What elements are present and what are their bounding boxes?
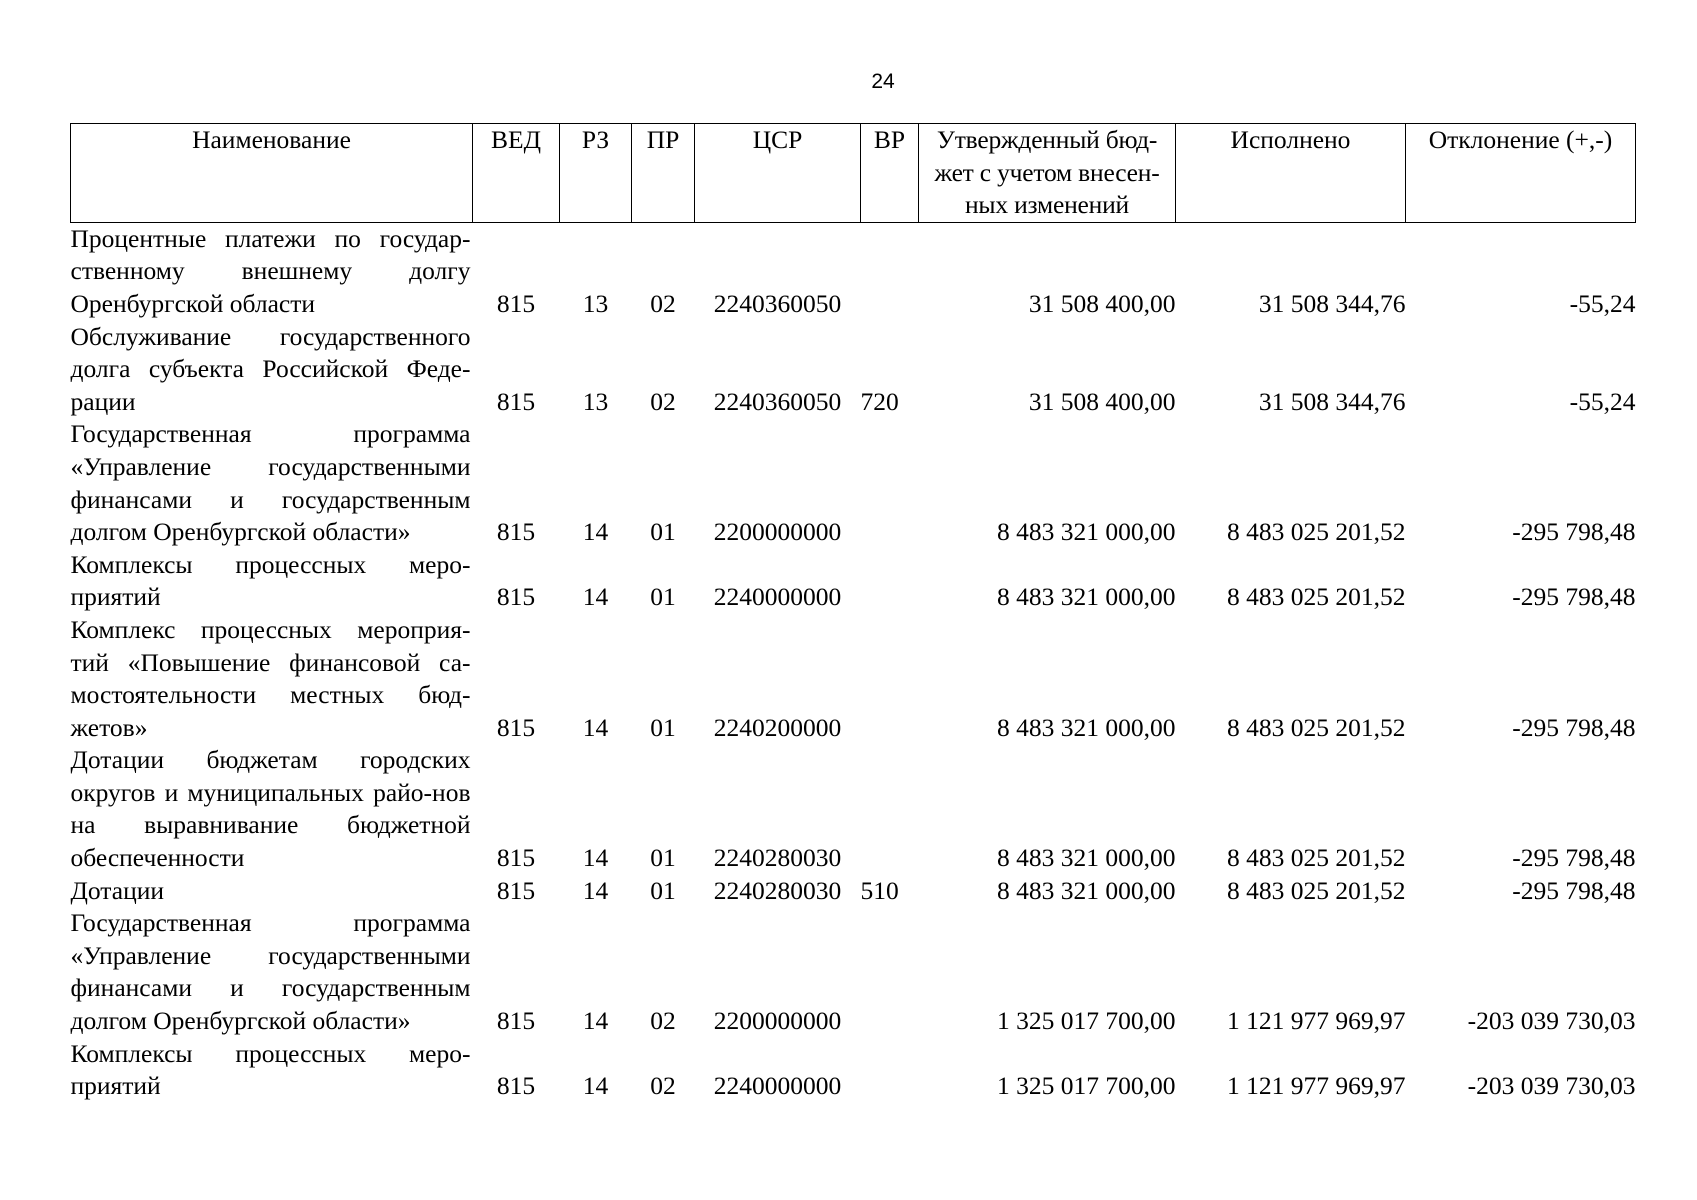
row-name: Комплекс процессных мероприя-тий «Повышение финансовой са-мостоятельности местных бюд-жетов»	[70, 614, 471, 742]
row-ved: 815	[496, 1006, 536, 1036]
row-pr: 02	[650, 1006, 676, 1036]
row-pr: 01	[650, 875, 676, 905]
row-executed: 1 121 977 969,97	[1227, 1006, 1406, 1036]
header-executed: Исполнено	[1176, 124, 1406, 223]
row-csr: 2240000000	[713, 1071, 842, 1101]
row-ved: 815	[496, 875, 536, 905]
row-name: Дотации	[70, 875, 165, 905]
table-row	[71, 418, 1636, 548]
row-deviation: -203 039 730,03	[1467, 1071, 1636, 1101]
row-pr: 01	[650, 582, 676, 612]
row-pr: 02	[650, 386, 676, 416]
table-row	[71, 1038, 1636, 1103]
row-deviation: -295 798,48	[1512, 875, 1636, 905]
row-csr: 2240280030	[713, 843, 842, 873]
row-executed: 8 483 025 201,52	[1227, 843, 1406, 873]
row-name: Государственная программа «Управление государственными финансами и государственным долгом Оренбургской области»	[70, 908, 471, 1036]
row-approved-budget: 31 508 400,00	[1028, 288, 1176, 318]
row-approved-budget: 8 483 321 000,00	[997, 582, 1176, 612]
row-vr	[861, 614, 919, 744]
row-csr: 2240280030	[713, 875, 842, 905]
row-deviation: -295 798,48	[1512, 712, 1636, 742]
header-csr: ЦСР	[695, 124, 861, 223]
row-vr	[861, 744, 919, 874]
row-ved: 815	[496, 517, 536, 547]
row-pr: 01	[650, 843, 676, 873]
row-rz: 14	[582, 875, 609, 905]
row-approved-budget: 1 325 017 700,00	[997, 1006, 1176, 1036]
table-row	[71, 907, 1636, 1037]
row-rz: 14	[582, 582, 609, 612]
table-header	[71, 124, 1636, 223]
row-name: Процентные платежи по государ-ственному внешнему долгу Оренбургской области	[70, 223, 471, 318]
row-deviation: -55,24	[1569, 386, 1636, 416]
row-executed: 8 483 025 201,52	[1227, 712, 1406, 742]
header-rz: РЗ	[560, 124, 632, 223]
row-rz: 14	[582, 712, 609, 742]
header-row	[71, 124, 1636, 223]
row-pr: 02	[650, 1071, 676, 1101]
row-ved: 815	[496, 1071, 536, 1101]
header-pr: ПР	[632, 124, 695, 223]
row-approved-budget: 8 483 321 000,00	[997, 875, 1176, 905]
row-rz: 14	[582, 1006, 609, 1036]
table-row	[71, 549, 1636, 614]
header-ved: ВЕД	[473, 124, 560, 223]
row-name: Комплексы процессных меро-приятий	[70, 1038, 471, 1101]
row-executed: 1 121 977 969,97	[1227, 1071, 1406, 1101]
row-vr	[861, 222, 919, 320]
row-ved: 815	[496, 288, 536, 318]
row-executed: 8 483 025 201,52	[1227, 582, 1406, 612]
row-executed: 31 508 344,76	[1258, 386, 1406, 416]
table-row	[71, 222, 1636, 320]
row-executed: 31 508 344,76	[1258, 288, 1406, 318]
row-csr: 2240200000	[713, 712, 842, 742]
budget-execution-table	[70, 123, 1636, 1103]
row-rz: 13	[582, 386, 609, 416]
table-row	[71, 321, 1636, 419]
row-deviation: -55,24	[1569, 288, 1636, 318]
row-name: Обслуживание государственного долга субъекта Российской Феде-рации	[70, 321, 471, 416]
row-name: Государственная программа «Управление государственными финансами и государственным долгом Оренбургской области»	[70, 419, 471, 547]
page-number: 24	[871, 70, 895, 93]
row-vr: 720	[860, 386, 899, 416]
row-approved-budget: 1 325 017 700,00	[997, 1071, 1176, 1101]
row-vr	[861, 418, 919, 548]
row-deviation: -203 039 730,03	[1467, 1006, 1636, 1036]
row-rz: 14	[582, 843, 609, 873]
row-vr	[861, 907, 919, 1037]
row-pr: 01	[650, 712, 676, 742]
row-approved-budget: 8 483 321 000,00	[997, 712, 1176, 742]
row-csr: 2240360050	[713, 288, 842, 318]
row-pr: 01	[650, 517, 676, 547]
row-name: Комплексы процессных меро-приятий	[70, 549, 471, 612]
row-ved: 815	[496, 712, 536, 742]
row-vr	[861, 549, 919, 614]
row-csr: 2240360050	[713, 386, 842, 416]
row-executed: 8 483 025 201,52	[1227, 517, 1406, 547]
row-approved-budget: 8 483 321 000,00	[997, 517, 1176, 547]
row-approved-budget: 8 483 321 000,00	[997, 843, 1176, 873]
row-vr: 510	[860, 875, 899, 905]
row-approved-budget: 31 508 400,00	[1028, 386, 1176, 416]
row-deviation: -295 798,48	[1512, 843, 1636, 873]
row-deviation: -295 798,48	[1512, 517, 1636, 547]
row-executed: 8 483 025 201,52	[1227, 875, 1406, 905]
row-ved: 815	[496, 386, 536, 416]
row-csr: 2200000000	[713, 517, 842, 547]
row-name: Дотации бюджетам городских округов и муниципальных райо-нов на выравнивание бюджетной обеспеченности	[70, 745, 471, 873]
header-name: Наименование	[71, 124, 473, 223]
row-rz: 13	[582, 288, 609, 318]
row-ved: 815	[496, 843, 536, 873]
row-ved: 815	[496, 582, 536, 612]
table-row	[71, 614, 1636, 744]
row-csr: 2240000000	[713, 582, 842, 612]
row-csr: 2200000000	[713, 1006, 842, 1036]
table-row	[71, 744, 1636, 874]
row-vr	[861, 1038, 919, 1103]
row-rz: 14	[582, 1071, 609, 1101]
header-deviation: Отклонение (+,-)	[1406, 124, 1636, 223]
row-pr: 02	[650, 288, 676, 318]
table-row	[71, 875, 1636, 908]
row-rz: 14	[582, 517, 609, 547]
row-deviation: -295 798,48	[1512, 582, 1636, 612]
table-body	[71, 222, 1636, 1103]
header-vr: ВР	[861, 124, 919, 223]
header-approved-budget: Утвержденный бюд-жет с учетом внесен-ных изменений	[919, 124, 1176, 223]
